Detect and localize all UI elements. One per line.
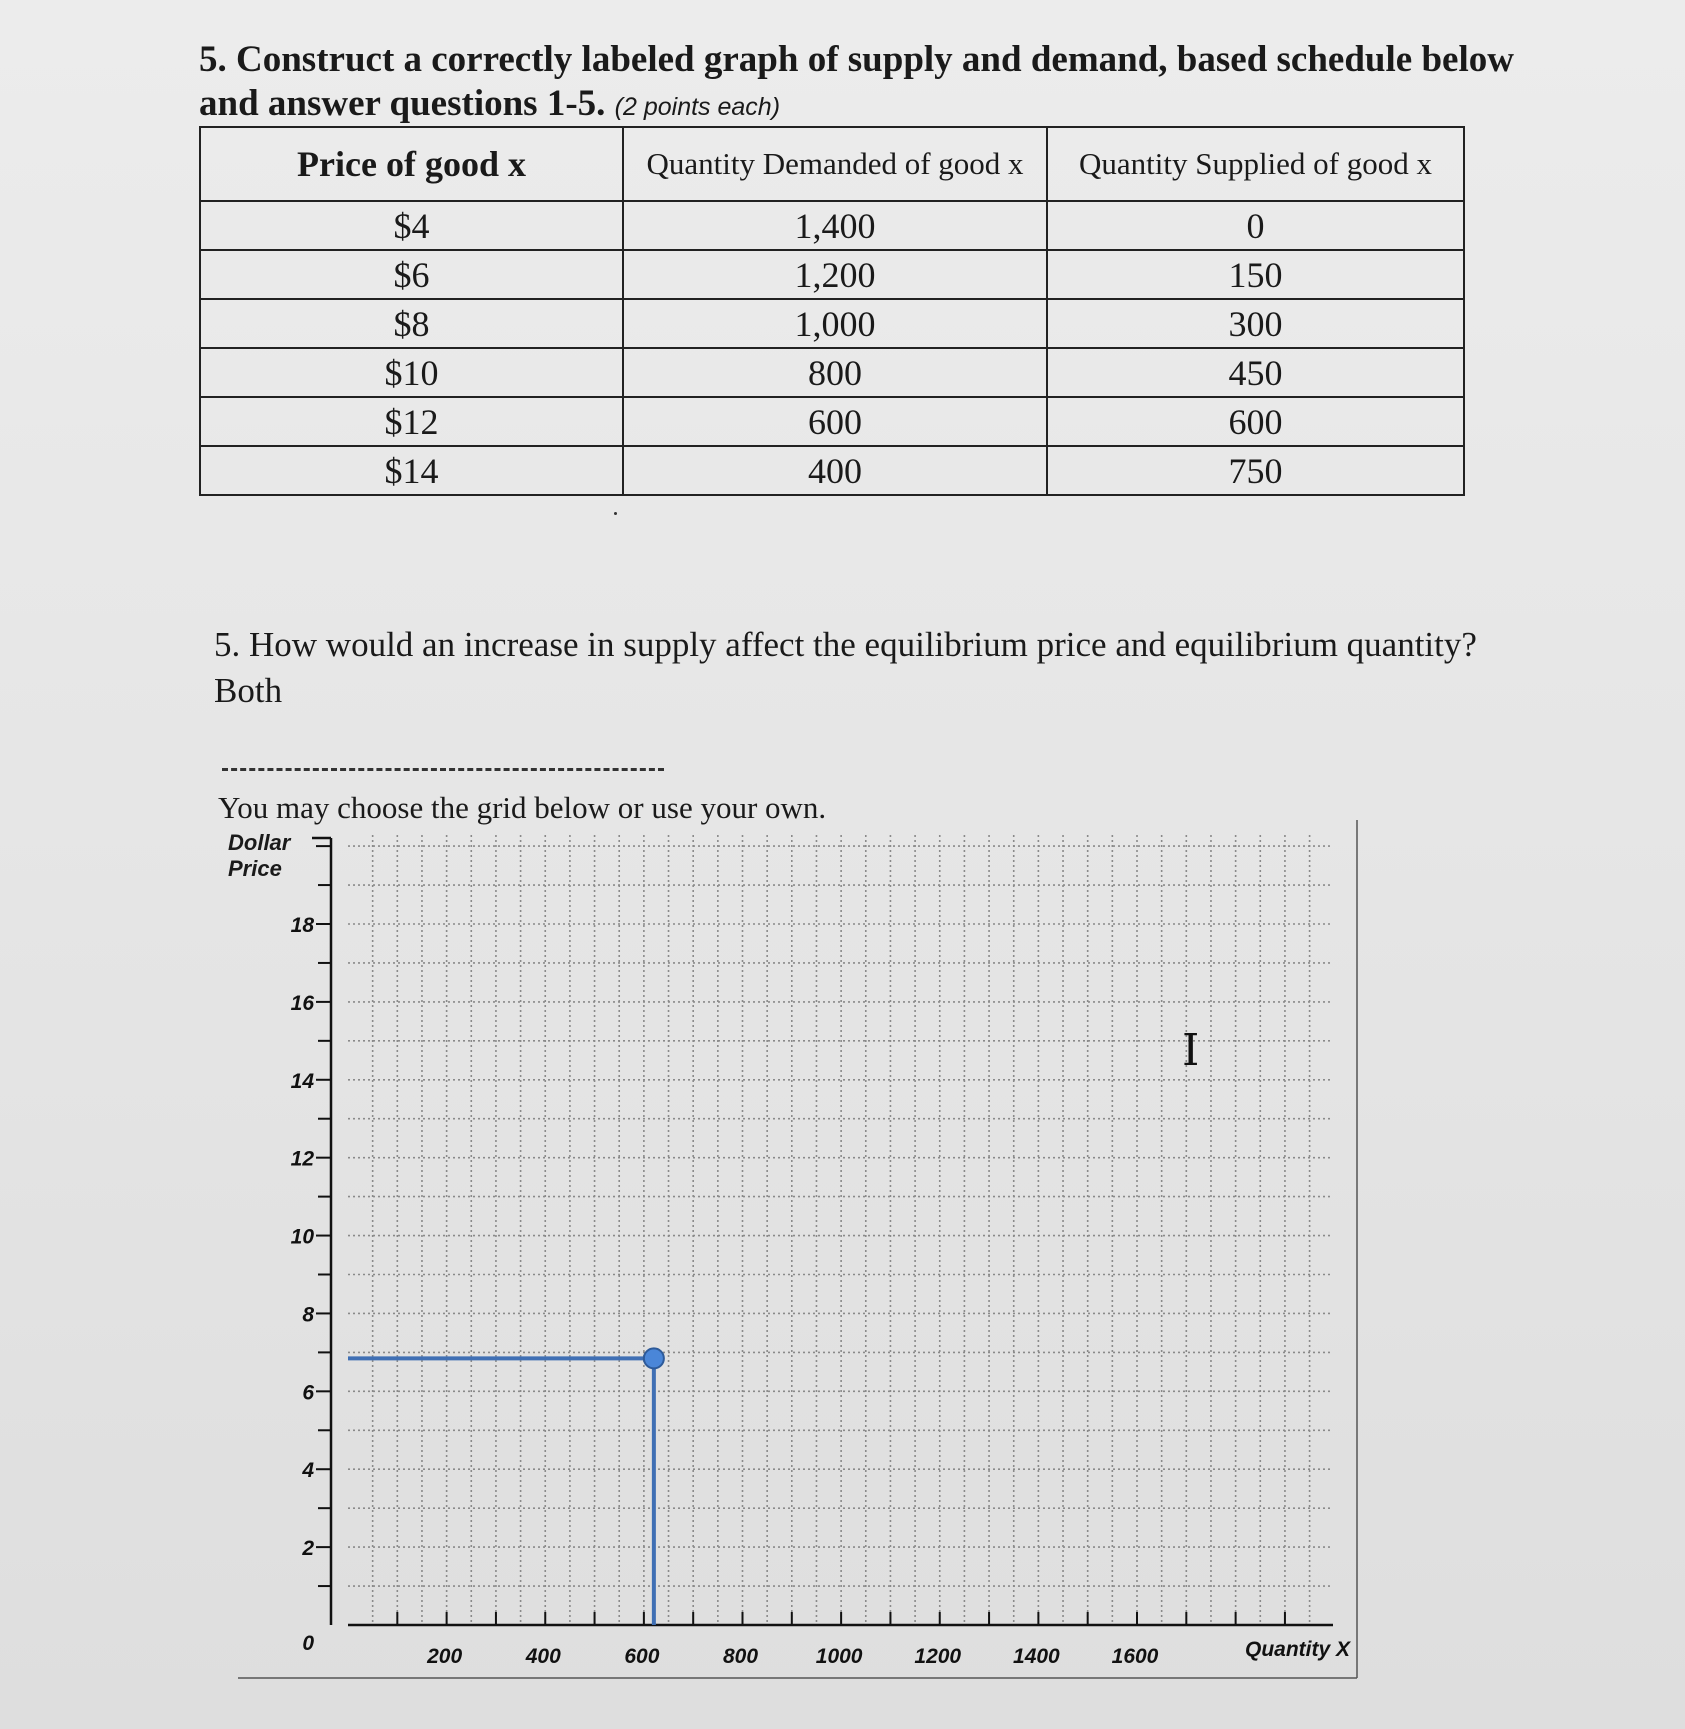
x-axis-ticks bbox=[397, 1612, 1352, 1668]
demand-cell: 600 bbox=[623, 397, 1047, 446]
axes bbox=[312, 838, 1333, 1625]
demand-cell: 400 bbox=[623, 446, 1047, 495]
y-axis-ticks bbox=[291, 846, 331, 1655]
supply-cell: 600 bbox=[1047, 397, 1464, 446]
points-note: (2 points each) bbox=[614, 93, 781, 121]
price-cell: $8 bbox=[200, 299, 623, 348]
y-tick-label: 2 bbox=[302, 1537, 314, 1561]
y-tick-label: 8 bbox=[302, 1303, 314, 1327]
price-cell: $4 bbox=[200, 201, 623, 250]
header-quantity-demanded: Quantity Demanded of good x bbox=[623, 127, 1047, 201]
x-tick-label: 400 bbox=[525, 1645, 561, 1668]
x-tick-label: 1200 bbox=[914, 1645, 962, 1668]
y-tick-label: 18 bbox=[290, 914, 314, 937]
question-title: 5. Construct a correctly labeled graph of supply and demand, based schedule below and answer questions 1-5. (2 points each) bbox=[199, 39, 1514, 124]
y-axis-title: Dollar Price bbox=[228, 830, 291, 881]
drawn-marks bbox=[348, 1348, 664, 1625]
x-tick-label: 800 bbox=[722, 1645, 759, 1668]
y-tick-label: 0 bbox=[302, 1632, 314, 1655]
y-tick-label: 12 bbox=[290, 1147, 314, 1171]
supply-cell: 0 bbox=[1047, 201, 1464, 250]
x-tick-label: 200 bbox=[427, 1645, 463, 1668]
supply-cell: 150 bbox=[1047, 250, 1464, 299]
question-5-text: 5. How would an increase in supply affect the equilibrium price and equilibrium quantity? bbox=[214, 625, 1477, 664]
supply-cell: 750 bbox=[1047, 446, 1464, 495]
y-tick-label: 4 bbox=[302, 1459, 314, 1483]
price-cell: $12 bbox=[200, 397, 623, 446]
demand-cell: 1,400 bbox=[623, 201, 1047, 250]
demand-cell: 1,200 bbox=[623, 250, 1047, 299]
demand-cell: 1,000 bbox=[623, 299, 1047, 348]
header-price: Price of good x bbox=[200, 127, 623, 201]
price-cell: $14 bbox=[200, 446, 623, 495]
grid-note: You may choose the grid below or use your own. bbox=[218, 790, 827, 825]
supply-cell: 450 bbox=[1047, 348, 1464, 397]
demand-cell: 800 bbox=[623, 348, 1047, 397]
supply-cell: 300 bbox=[1047, 299, 1464, 348]
y-tick-label: 10 bbox=[290, 1225, 314, 1249]
x-tick-label: 1600 bbox=[1111, 1645, 1159, 1668]
x-tick-label: 600 bbox=[624, 1645, 660, 1668]
text-cursor-icon: I bbox=[1182, 1025, 1200, 1076]
grid-lines bbox=[238, 820, 1357, 1678]
y-tick-label: 16 bbox=[290, 991, 314, 1015]
equilibrium-point-handle bbox=[644, 1348, 664, 1368]
header-quantity-supplied: Quantity Supplied of good x bbox=[1047, 127, 1464, 201]
x-tick-label: 1400 bbox=[1013, 1645, 1060, 1668]
x-tick-label: 1000 bbox=[815, 1645, 863, 1668]
y-tick-label: 6 bbox=[302, 1381, 314, 1405]
question-5-answer[interactable]: Both bbox=[214, 671, 283, 710]
x-axis-title: Quantity X bbox=[1244, 1638, 1350, 1661]
price-cell: $6 bbox=[200, 250, 623, 299]
price-cell: $10 bbox=[200, 348, 623, 397]
y-tick-label: 14 bbox=[290, 1069, 314, 1093]
